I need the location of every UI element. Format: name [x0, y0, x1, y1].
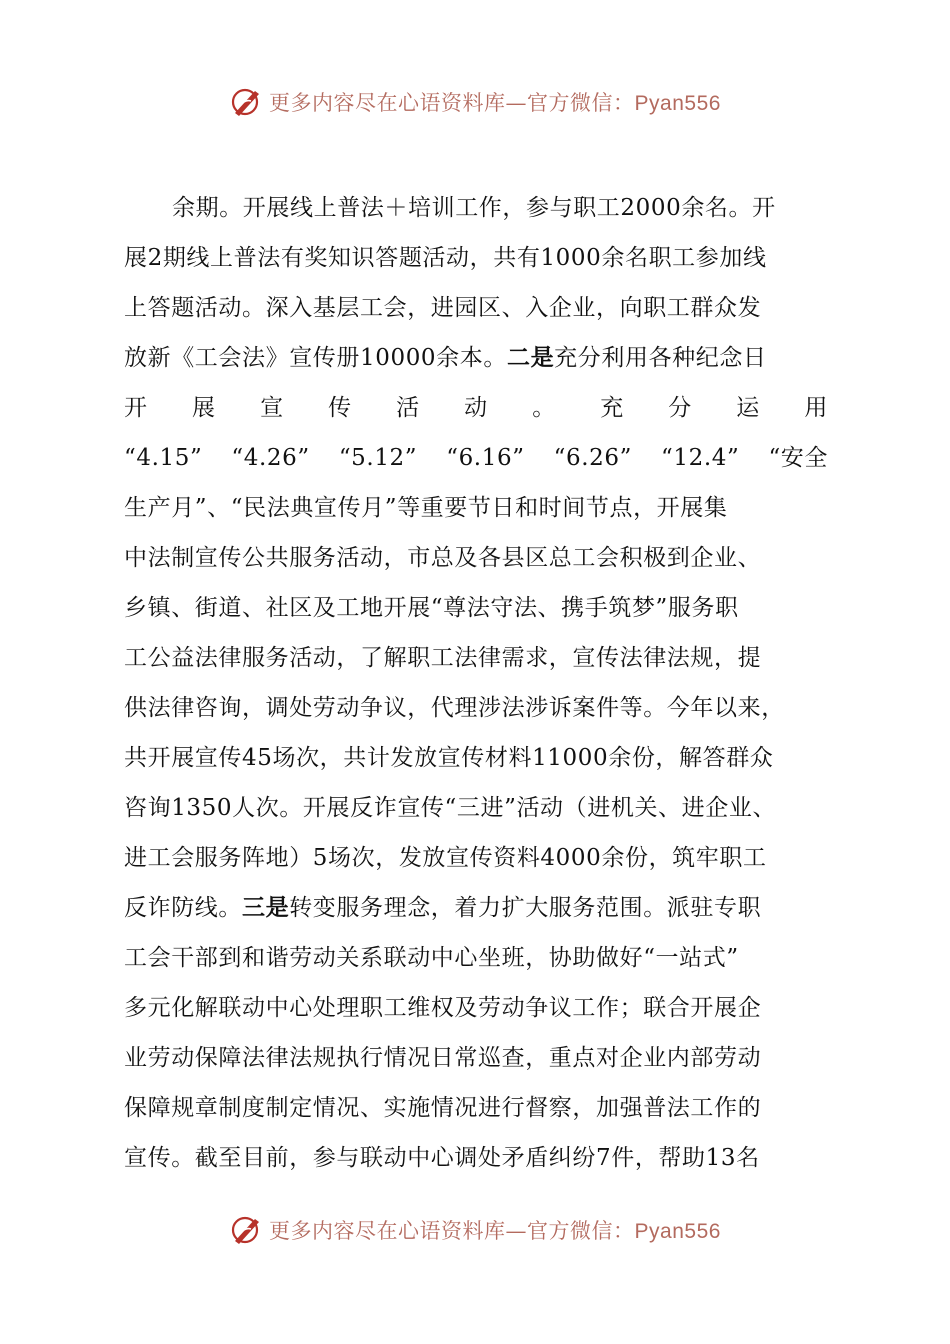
- text-line: 余期。开展线上普法＋培训工作，参与职工2000余名。开: [172, 195, 776, 221]
- text-line: 进工会服务阵地）5场次，发放宣传资料4000余份，筑牢职工: [124, 845, 767, 871]
- text-line: 上答题活动。深入基层工会，进园区、入企业，向职工群众发: [124, 295, 762, 321]
- text-line: 放新《工会法》宣传册10000余本。二是充分利用各种纪念日: [124, 345, 767, 371]
- text-line: 共开展宣传45场次，共计发放宣传材料11000余份，解答群众: [124, 745, 774, 771]
- banner-text: 更多内容尽在心语资料库—官方微信：Pyan556: [269, 91, 721, 115]
- header-banner: [0, 82, 950, 122]
- text-line: 工公益法律服务活动，了解职工法律需求，宣传法律法规，提: [124, 645, 762, 671]
- text-line: 宣传。截至目前，参与联动中心调处矛盾纠纷7件，帮助13名: [124, 1145, 760, 1171]
- bold-lead-term: 三是: [242, 895, 290, 921]
- document-body: [124, 183, 828, 1183]
- text-line: 工会干部到和谐劳动关系联动中心坐班，协助做好“一站式”: [124, 945, 739, 971]
- banner-text: 更多内容尽在心语资料库—官方微信：Pyan556: [269, 1219, 721, 1243]
- text-line-dates: “4.15” “4.26” “5.12” “6.16” “6.26” “12.4” “安全: [124, 445, 828, 471]
- pen-logo-icon: [229, 1213, 263, 1247]
- text-line: 乡镇、街道、社区及工地开展“尊法守法、携手筑梦”服务职: [124, 595, 739, 621]
- text-line: 多元化解联动中心处理职工维权及劳动争议工作；联合开展企: [124, 995, 762, 1021]
- text-line: 中法制宣传公共服务活动，市总及各县区总工会积极到企业、: [124, 545, 762, 571]
- text-line: 反诈防线。三是转变服务理念，着力扩大服务范围。派驻专职: [124, 895, 762, 921]
- pen-logo-icon: [229, 85, 263, 119]
- text-line: 保障规章制度制定情况、实施情况进行督察，加强普法工作的: [124, 1095, 762, 1121]
- text-line: 咨询1350人次。开展反诈宣传“三进”活动（进机关、进企业、: [124, 795, 777, 821]
- text-line-justified: 开 展 宣 传 活 动 。 充 分 运 用: [124, 395, 828, 421]
- text-line: 供法律咨询，调处劳动争议，代理涉法涉诉案件等。今年以来，: [124, 695, 785, 721]
- text-line: 展2期线上普法有奖知识答题活动，共有1000余名职工参加线: [124, 245, 767, 271]
- text-line: 生产月”、“民法典宣传月”等重要节日和时间节点，开展集: [124, 495, 728, 521]
- text-line: 业劳动保障法律法规执行情况日常巡查，重点对企业内部劳动: [124, 1045, 762, 1071]
- bold-lead-term: 二是: [506, 345, 555, 371]
- footer-banner: [0, 1210, 950, 1250]
